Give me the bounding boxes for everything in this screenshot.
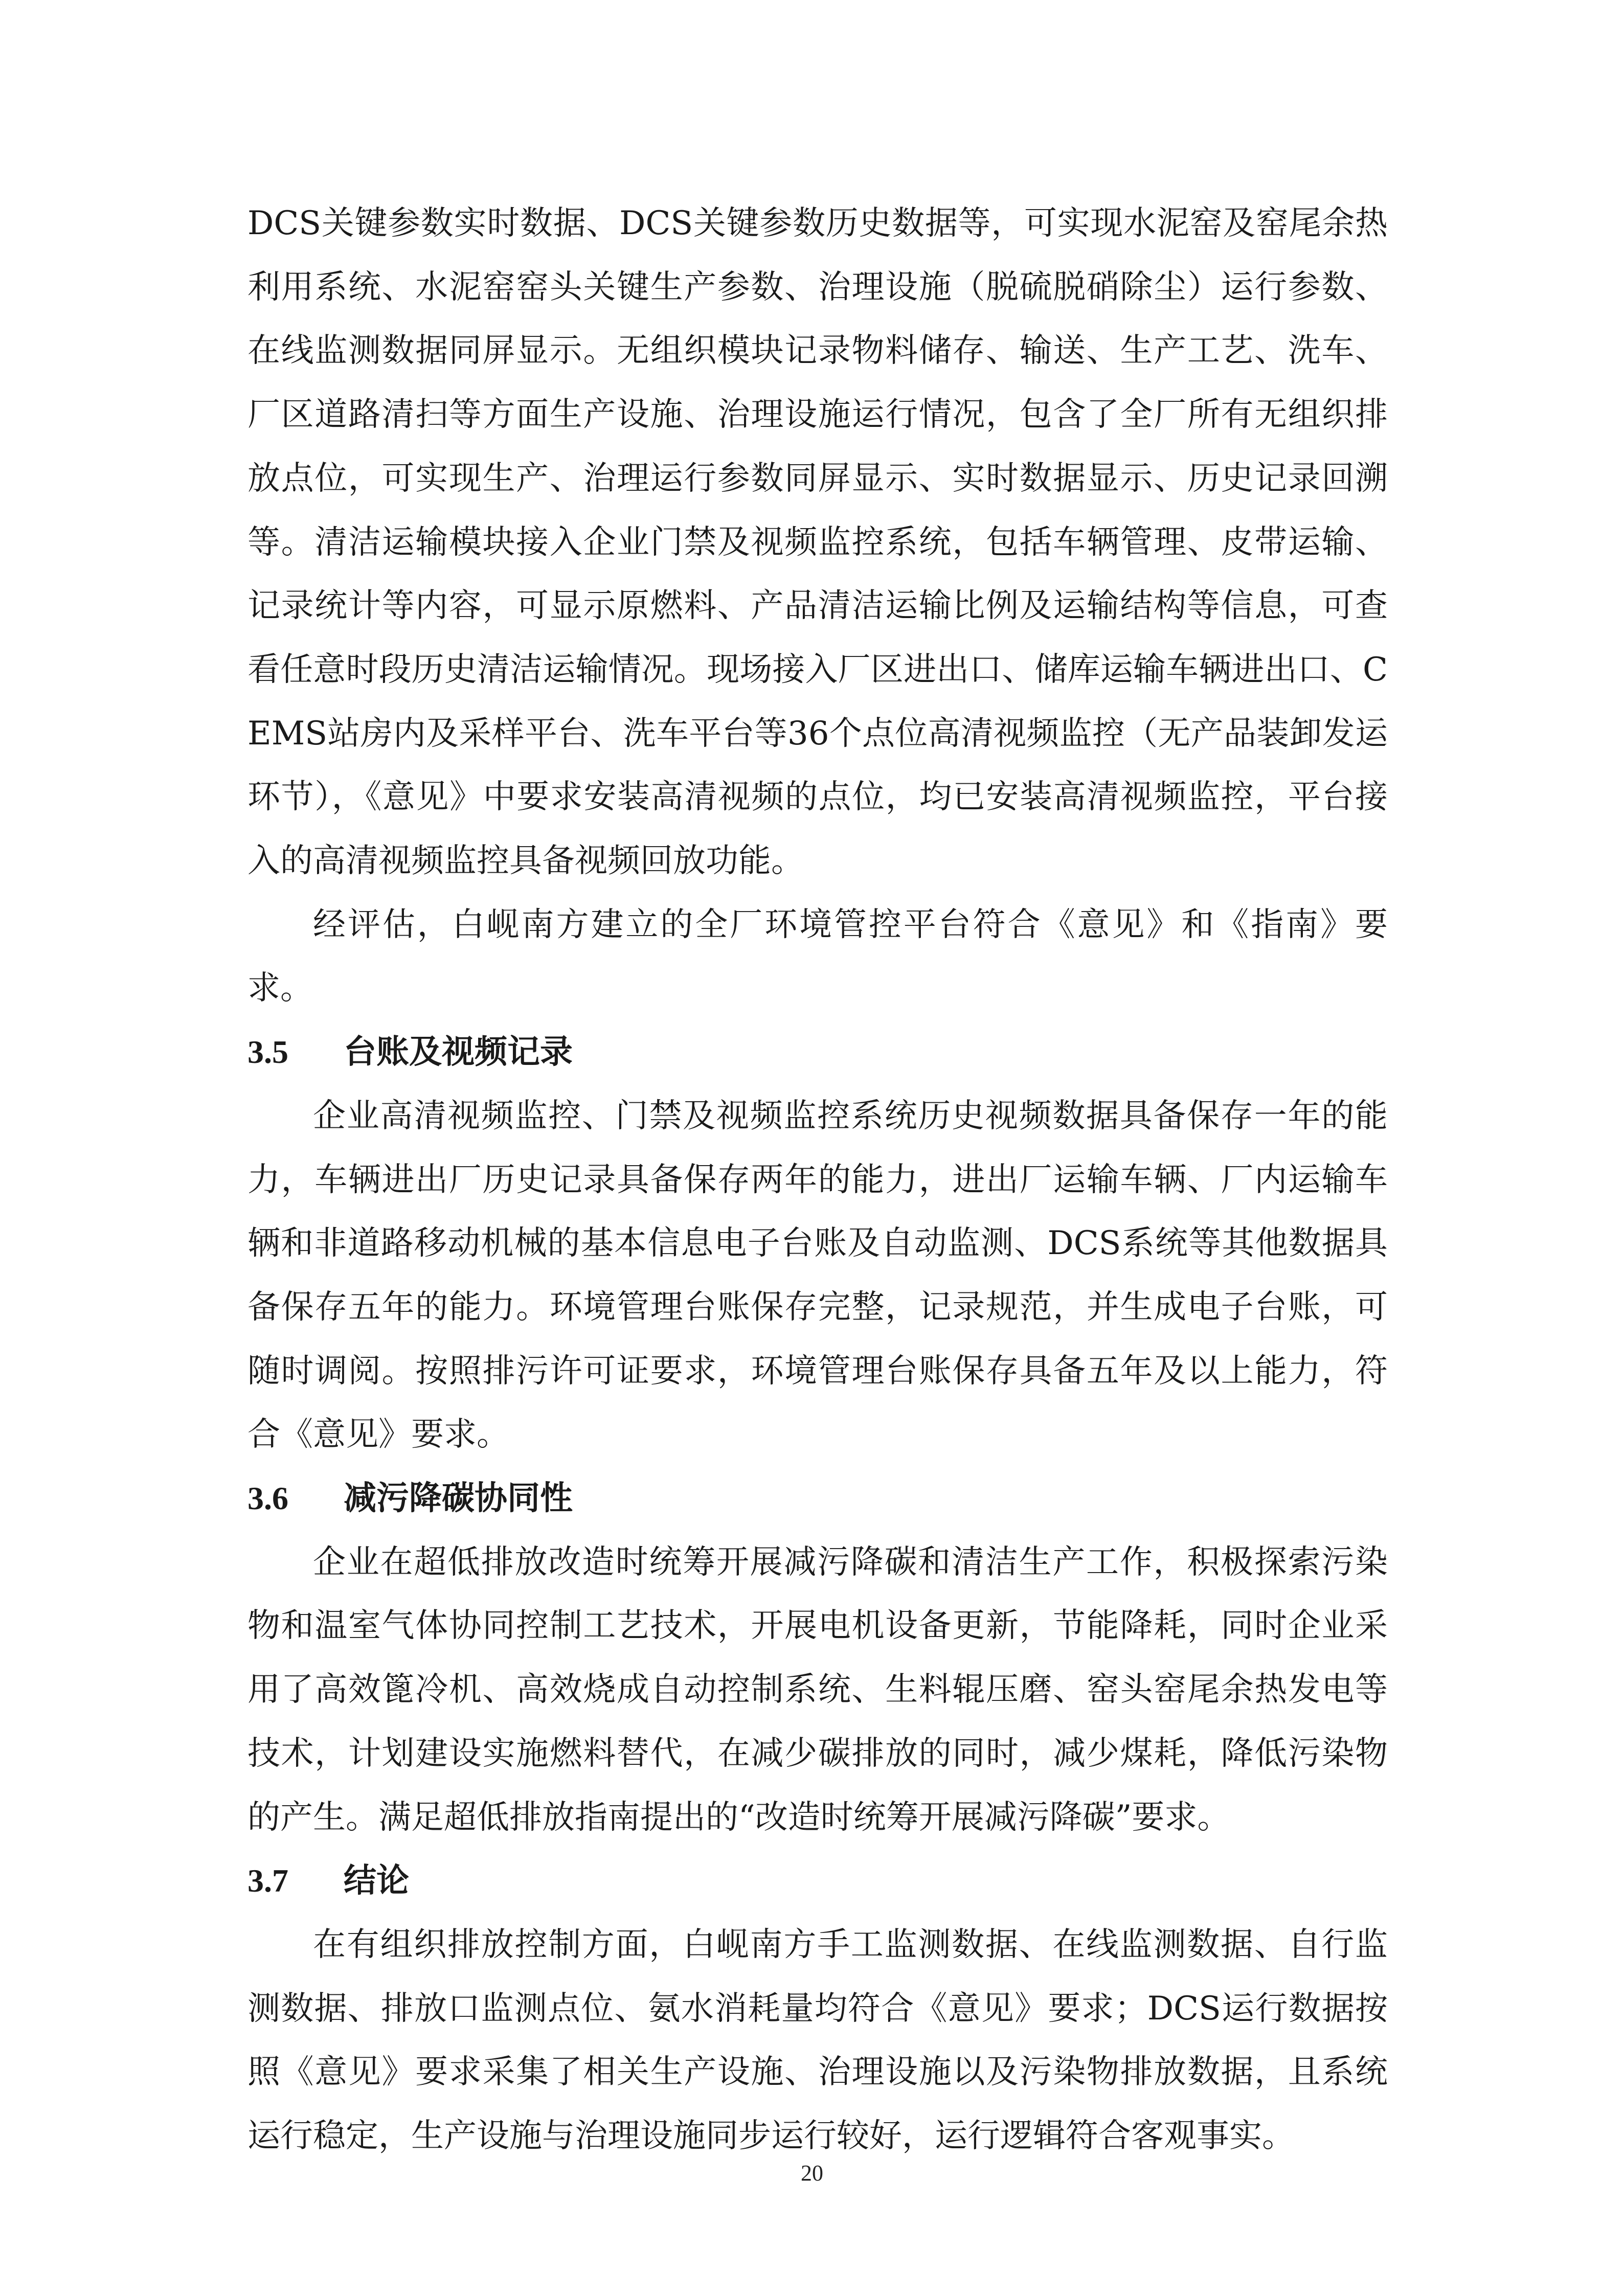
paragraph-conclusion: 在有组织排放控制方面，白岘南方手工监测数据、在线监测数据、自行监测数据、排放口监测点位、氨水消耗量均符合《意见》要求；DCS运行数据按照《意见》要求采集了相关生产设施、治理设施以及污染物排放数据，且系统运行稳定，生产设施与治理设施同步运行较好，运行逻辑符合客观事实。 [247, 1925, 1388, 2155]
section-title: 台账及视频记录 [344, 1033, 573, 1072]
paragraph-carbon-synergy: 企业在超低排放改造时统筹开展减污降碳和清洁生产工作，积极探索污染物和温室气体协同控制工艺技术，开展电机设备更新，节能降耗，同时企业采用了高效篦冷机、高效烧成自动控制系统、生料辊压磨、窑头窑尾余热发电等技术，计划建设实施燃料替代，在减少碳排放的同时，减少煤耗，降低污染物的产生。满足超低排放指南提出的“改造时统筹开展减污降碳”要求。 [247, 1543, 1388, 1836]
section-number: 3.5 [247, 1034, 288, 1071]
section-heading-3-5 [247, 1020, 1388, 1084]
section-heading-3-6 [247, 1467, 1388, 1531]
section-number: 3.7 [247, 1862, 288, 1899]
page-number: 20 [801, 2161, 823, 2186]
page-body [247, 192, 1388, 2168]
paragraph-platform-modules: DCS关键参数实时数据、DCS关键参数历史数据等，可实现水泥窑及窑尾余热利用系统、水泥窑窑头关键生产参数、治理设施（脱硫脱硝除尘）运行参数、在线监测数据同屏显示。无组织模块记录物料储存、输送、生产工艺、洗车、厂区道路清扫等方面生产设施、治理设施运行情况，包含了全厂所有无组织排放点位，可实现生产、治理运行参数同屏显示、实时数据显示、历史记录回溯等。清洁运输模块接入企业门禁及视频监控系统，包括车辆管理、皮带运输、记录统计等内容，可显示原燃料、产品清洁运输比例及运输结构等信息，可查看任意时段历史清洁运输情况。现场接入厂区进出口、储库运输车辆进出口、CEMS站房内及采样平台、洗车平台等36个点位高清视频监控（无产品装卸发运环节），《意见》中要求安装高清视频的点位，均已安装高清视频监控，平台接入的高清视频监控具备视频回放功能。 [247, 204, 1388, 880]
section-title: 减污降碳协同性 [344, 1480, 573, 1518]
paragraph-ledger-video: 企业高清视频监控、门禁及视频监控系统历史视频数据具备保存一年的能力，车辆进出厂历史记录具备保存两年的能力，进出厂运输车辆、厂内运输车辆和非道路移动机械的基本信息电子台账及自动监测、DCS系统等其他数据具备保存五年的能力。环境管理台账保存完整，记录规范，并生成电子台账，可随时调阅。按照排污许可证要求，环境管理台账保存具备五年及以上能力，符合《意见》要求。 [247, 1097, 1388, 1454]
section-title: 结论 [344, 1862, 409, 1900]
paragraph-evaluation: 经评估，白岘南方建立的全厂环境管控平台符合《意见》和《指南》要求。 [247, 905, 1388, 1008]
section-heading-3-7 [247, 1849, 1388, 1913]
section-number: 3.6 [247, 1480, 288, 1517]
